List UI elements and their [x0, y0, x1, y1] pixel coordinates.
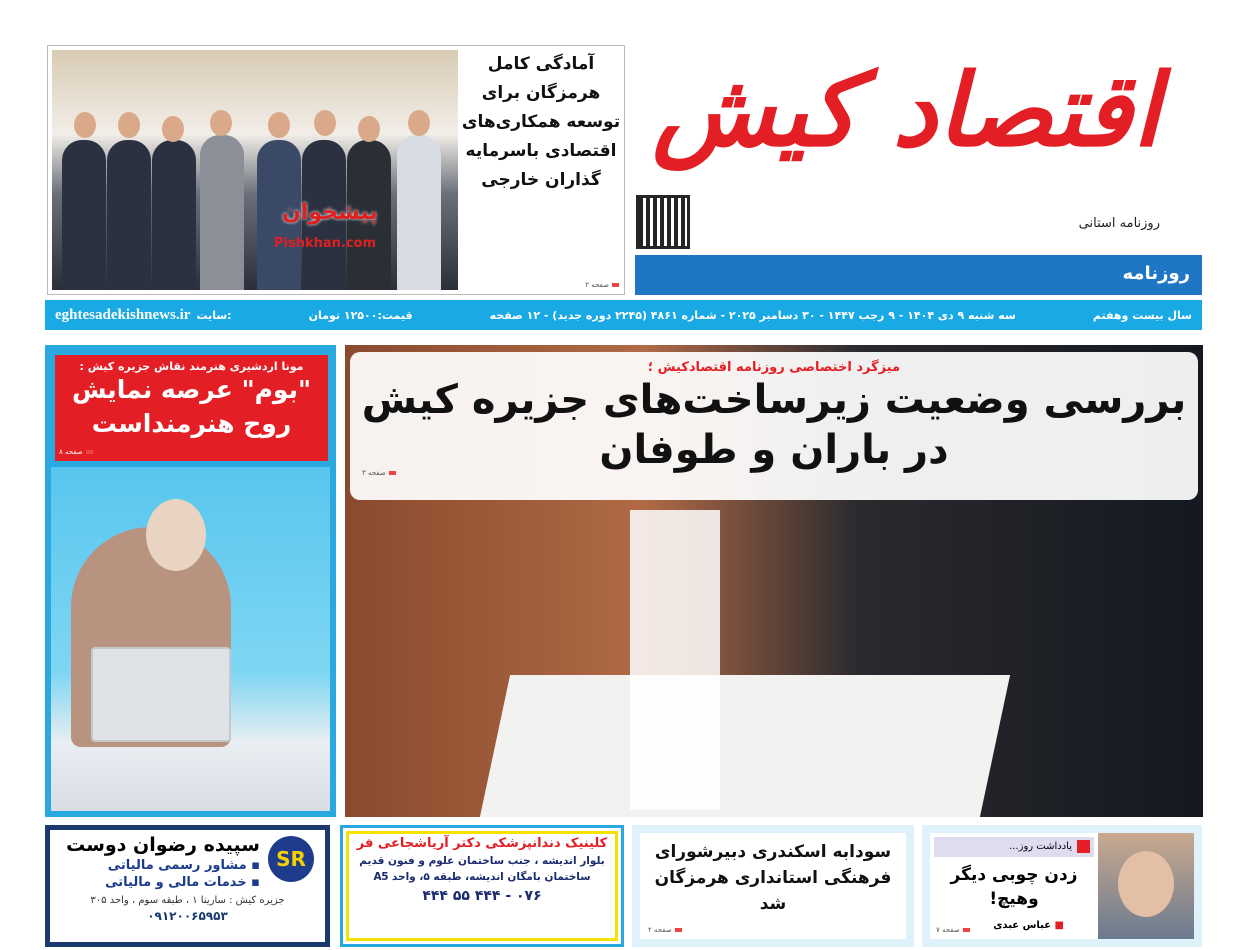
left-story-headline[interactable]: "بوم" عرصه نمایش روح هنرمنداست	[71, 375, 312, 438]
ad-tax-consultant[interactable]	[45, 825, 330, 947]
author-name: عباس عبدی	[993, 920, 1052, 931]
ad-dental-clinic[interactable]	[340, 825, 624, 947]
band-label: روزنامه	[1122, 263, 1190, 284]
main-story-kicker: میزگرد اختصاصی روزنامه اقتصادکیش ؛	[647, 360, 901, 375]
left-story[interactable]	[45, 345, 336, 817]
column-label	[934, 837, 1094, 857]
ad-title: کلینیک دندانپزشکی دکتر آریاشجاعی فر	[356, 836, 608, 851]
ad-line: بلوار اندیشه ، جنب ساختمان علوم و فنون قدیم	[359, 855, 605, 867]
watermark-url: Pishkhan.com	[274, 236, 377, 251]
ad-line: ▪ خدمات مالی و مالیاتی	[105, 875, 260, 890]
news-brief[interactable]	[632, 825, 914, 947]
website-link[interactable]: eghtesadekishnews.ir	[55, 306, 191, 323]
top-story[interactable]	[47, 45, 625, 295]
page-ref: صفحه ۲	[648, 925, 685, 935]
news-headline[interactable]: سودابه اسکندری دبیرشورای فرهنگی استانداری هرمزگان شد	[654, 842, 892, 914]
column-headline-2[interactable]: وهیچ!	[989, 889, 1039, 909]
top-story-headline[interactable]: آمادگی کامل هرمزگان برای توسعه همکاری‌های اقتصادی باسرمایه گذاران خارجی	[461, 54, 621, 190]
logo-subtitle: روزنامه استانی	[1078, 216, 1160, 231]
year: سال بیست وهفتم	[1092, 308, 1192, 322]
ad-name: سپیده رضوان دوست	[66, 834, 260, 856]
main-story-headline-2[interactable]: در باران و طوفان	[599, 427, 949, 473]
left-story-photo	[51, 467, 330, 811]
main-story[interactable]	[345, 345, 1203, 817]
qr-code-icon	[636, 195, 690, 249]
page-ref: صفحه ۲	[460, 280, 622, 290]
watermark: پیشخوان	[282, 200, 378, 225]
issue-date: سه شنبه ۹ دی ۱۴۰۴ - ۹ رجب ۱۴۴۷ - ۳۰ دسامبر ۲۰۲۵ - شماره ۴۸۶۱ (۲۲۴۵ دوره جدید) - ۱۲ صفحه	[489, 308, 1016, 322]
masthead-band	[635, 255, 1202, 295]
top-story-photo	[52, 50, 458, 290]
column-icon	[1077, 840, 1090, 853]
column-box[interactable]	[922, 825, 1202, 947]
price: قیمت:۱۲۵۰۰ تومان	[308, 308, 413, 322]
column-headline[interactable]: زدن چوبی دیگر	[950, 865, 1078, 885]
ad-phone[interactable]: ۰۹۱۲۰۰۶۵۹۵۳	[147, 909, 228, 923]
ad-phone[interactable]: ۰۷۶ - ۴۴۴ ۵۵ ۴۴۴	[422, 888, 542, 904]
info-bar	[45, 300, 1202, 330]
column-author: ■ عباس عبدی	[993, 920, 1064, 931]
page-ref: صفحه ۳	[362, 468, 399, 478]
author-photo	[1098, 833, 1194, 939]
main-story-headline[interactable]: بررسی وضعیت زیرساخت‌های جزیره کیش	[361, 377, 1187, 423]
ad-line: ▪ مشاور رسمی مالیاتی	[107, 858, 260, 873]
masthead	[640, 40, 1200, 255]
column-label-text: یادداشت روز...	[1009, 841, 1072, 852]
page-ref: صفحه ۷	[936, 925, 973, 935]
ad-address: جزیره کیش : سارینا ۱ ، طبقه سوم ، واحد ۳۰۵	[90, 895, 285, 906]
sr-logo: SR	[268, 836, 314, 882]
ad-line: ساختمان بامگان اندیشه، طبقه ۵، واحد A5	[373, 871, 591, 883]
newspaper-logo: اقتصاد کیش	[652, 51, 1160, 169]
site-label: سایت:	[196, 308, 232, 322]
left-story-kicker: مونا اردشیری هنرمند نقاش جزیره کیش :	[79, 360, 304, 373]
main-story-photo	[480, 675, 1010, 817]
page-ref: صفحه ۸	[59, 447, 96, 457]
